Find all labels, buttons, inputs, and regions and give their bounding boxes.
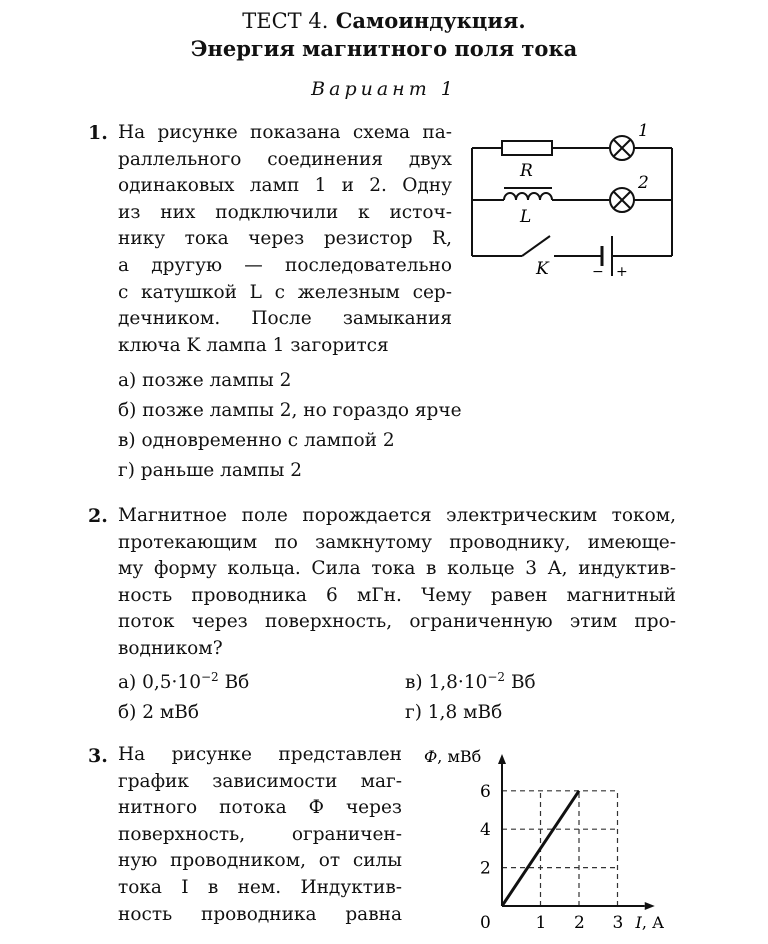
origin-label: 0 [480,913,491,933]
q3-line: нитного потока Ф через [118,797,402,819]
q1-line: а другую — последовательно [118,254,452,276]
lamp-1-label: 1 [638,121,649,141]
coil-label: L [520,207,532,227]
q3-line: На рисунке представлен [118,744,402,765]
q1-option-a[interactable]: а) позже лампы 2 [118,370,292,391]
q2-line: му форму кольца. Сила тока в кольце 3 А, индуктив- [118,558,676,580]
x-tick-label: 2 [574,913,585,933]
switch-symbol [522,236,550,256]
q1-line: На рисунке показана схема па- [118,122,452,143]
x-axis-arrow [645,902,655,910]
question-3-number: 3. [88,745,108,767]
resistor-label: R [520,161,533,181]
test-label: ТЕСТ 4. [242,9,329,33]
flux-series-line [502,791,579,906]
x-axis-label: I, А [635,913,665,932]
question-3-text [118,742,402,928]
q2-option-g[interactable]: г) 1,8 мВб [405,702,503,723]
question-1-number: 1. [88,122,108,144]
y-tick-label: 6 [480,781,491,802]
test-title [0,8,768,33]
q2-line: протекающим по замкнутому проводнику, имеюще- [118,531,676,553]
plus-label: + [616,264,628,280]
y-axis-label: Ф, мВб [424,747,482,766]
q3-line: график зависимости маг- [118,770,402,792]
q1-line: нику тока через резистор R, [118,228,452,250]
q2-option-v-mantissa: в) 1,8·10 [405,672,488,694]
circuit-diagram [462,118,682,288]
resistor-symbol [502,141,552,155]
y-tick-label: 2 [480,858,491,879]
q2-line: Магнитное поле порождается электрическим током, [118,505,676,526]
q1-line: одинаковых ламп 1 и 2. Одну [118,175,452,197]
q1-line: раллельного соединения двух [118,148,452,170]
q2-option-b[interactable]: б) 2 мВб [118,702,200,723]
q2-option-a-exponent: −2 [200,670,219,684]
variant-label: Вариант 1 [311,78,457,100]
q2-line: ность проводника 6 мГн. Чему равен магнитный [118,584,676,606]
q3-line: ную проводником, от силы [118,850,402,872]
switch-label: K [536,259,549,279]
q2-line: водником? [118,637,223,659]
q3-line: поверхность, ограничен- [118,823,402,845]
lamp-2-label: 2 [638,173,649,193]
y-tick-label: 4 [480,820,491,841]
q3-line: ность проводника равна [118,903,402,925]
x-tick-label: 1 [535,913,547,933]
question-1-text [118,120,452,359]
q1-line: ключа K лампа 1 загорится [118,334,389,356]
q1-option-g[interactable]: г) раньше лампы 2 [118,460,302,481]
q1-line: дечником. После замыкания [118,308,452,330]
chart-grid [502,791,618,906]
q3-line: тока I в нем. Индуктив- [118,876,402,898]
q1-option-v[interactable]: в) одновременно с лампой 2 [118,430,395,451]
topic-title: Самоиндукция. [335,8,526,33]
question-2-number: 2. [88,505,108,527]
question-2-text [118,503,676,663]
q2-option-v[interactable] [405,670,536,693]
x-tick-label: 3 [612,913,624,933]
flux-chart [412,738,692,940]
q1-line: с катушкой L с железным сер- [118,281,452,303]
q2-line: поток через поверхность, ограниченную этим про- [118,611,676,633]
q2-option-a[interactable] [118,670,249,693]
q1-line: из них подключили к источ- [118,201,452,223]
y-axis-arrow [498,754,506,764]
q2-option-a-mantissa: а) 0,5·10 [118,672,201,694]
topic-subtitle: Энергия магнитного поля тока [190,36,578,61]
coil-symbol [504,193,552,200]
q2-option-a-unit: Вб [218,672,250,694]
minus-label: − [592,264,604,280]
q2-option-v-unit: Вб [505,672,536,694]
q2-option-v-exponent: −2 [487,670,506,684]
q1-option-b[interactable]: б) позже лампы 2, но гораздо ярче [118,400,462,421]
